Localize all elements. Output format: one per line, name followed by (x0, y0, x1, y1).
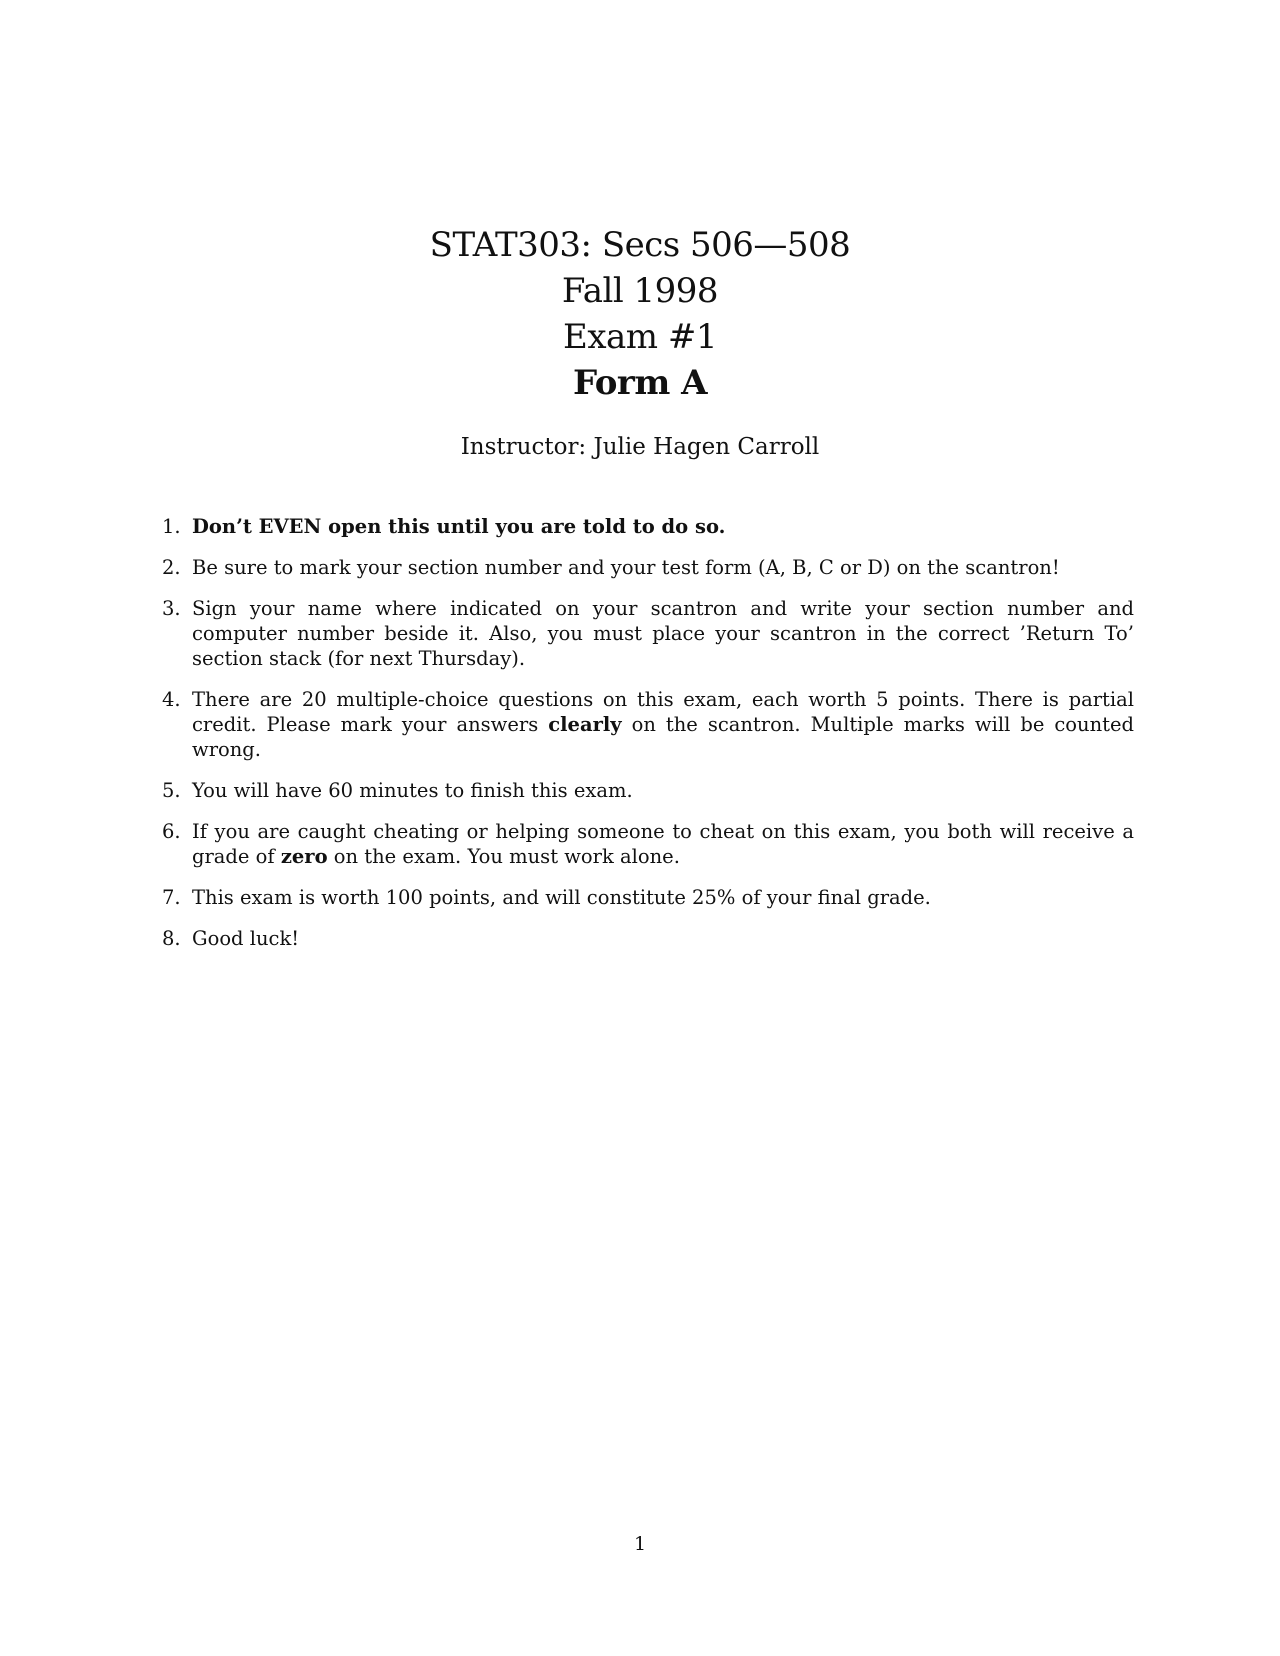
title-block (0, 222, 1280, 406)
instruction-item (162, 819, 1134, 869)
instruction-number: 8. (162, 927, 181, 950)
instruction-item (162, 778, 1134, 803)
instruction-text: You will have 60 minutes to finish this exam. (192, 779, 633, 802)
instruction-number: 7. (162, 886, 181, 909)
instruction-item (162, 555, 1134, 580)
term: Fall 1998 (561, 271, 719, 311)
page-number: 1 (633, 1533, 647, 1555)
exam-number: Exam #1 (563, 317, 717, 357)
instruction-item (162, 885, 1134, 910)
instruction-text: If you are caught cheating or helping someone to cheat on this exam, you both will receive a grade of (192, 820, 1134, 868)
instruction-number: 5. (162, 779, 181, 802)
instruction-text: on the scantron. Multiple marks will be counted wrong. (192, 713, 1134, 761)
instruction-number: 3. (162, 597, 181, 620)
instructor-line: Instructor: Julie Hagen Carroll (460, 434, 820, 460)
instruction-text: Sign your name where indicated on your scantron and write your section number and computer number beside it. Also, you must place your scantron in the correct ’Return To’ section stack (for next Thursday). (192, 597, 1134, 670)
instruction-text: Good luck! (192, 927, 300, 950)
course-title: STAT303: Secs 506—508 (429, 225, 851, 265)
exam-form: Form A (572, 363, 708, 403)
instruction-item (162, 926, 1134, 951)
instruction-number: 1. (162, 515, 181, 538)
instruction-item (162, 514, 1134, 539)
instruction-number: 4. (162, 688, 181, 711)
instruction-text: There are 20 multiple-choice questions on this exam, each worth 5 points. There is partial credit. Please mark your answers (192, 688, 1134, 736)
instruction-emphasis: zero (280, 845, 328, 868)
instruction-emphasis: Don’t EVEN open this until you are told to do so. (192, 515, 726, 538)
instruction-item (162, 596, 1134, 671)
instruction-text: Be sure to mark your section number and your test form (A, B, C or D) on the scantron! (192, 556, 1060, 579)
instruction-number: 2. (162, 556, 181, 579)
instruction-number: 6. (162, 820, 181, 843)
instruction-text: on the exam. You must work alone. (327, 845, 680, 868)
instruction-emphasis: clearly (548, 713, 622, 736)
instruction-text: This exam is worth 100 points, and will constitute 25% of your final grade. (192, 886, 931, 909)
instruction-item (162, 687, 1134, 762)
instructions-list (162, 514, 1134, 967)
